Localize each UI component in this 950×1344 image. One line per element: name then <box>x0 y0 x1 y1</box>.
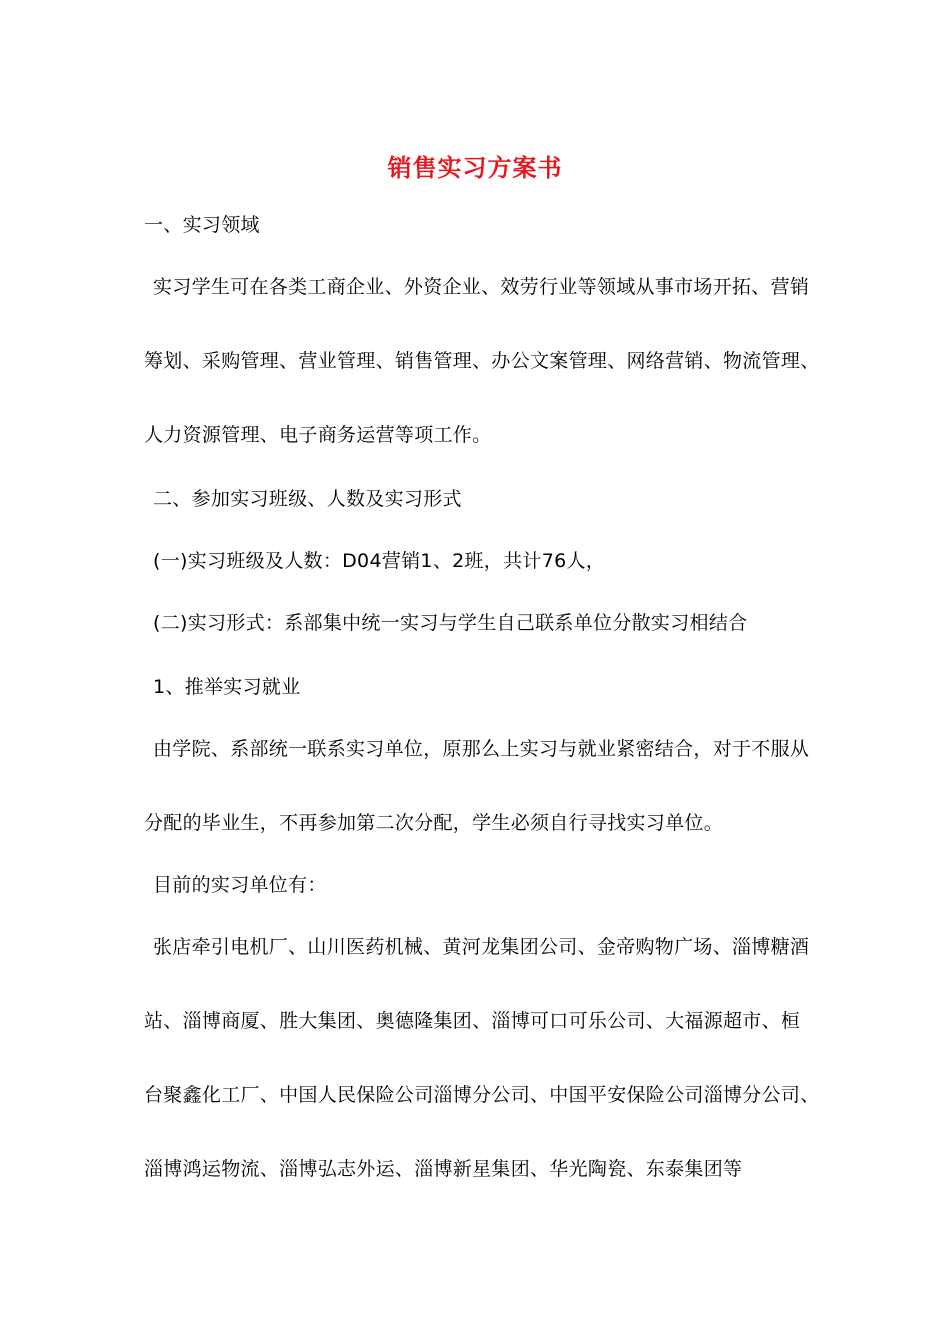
paragraph-line: 淄博鸿运物流、淄博弘志外运、淄博新星集团、华光陶瓷、东泰集团等 <box>144 1158 743 1180</box>
item-heading-1: 1、推举实习就业 <box>153 676 301 698</box>
paragraph-line: 人力资源管理、电子商务运营等项工作。 <box>144 424 492 446</box>
paragraph-line: 实习学生可在各类工商企业、外资企业、效劳行业等领域从事市场开拓、营销 <box>153 276 810 298</box>
paragraph-line: 分配的毕业生，不再参加第二次分配，学生必须自行寻找实习单位。 <box>144 812 724 834</box>
section-heading-2: 二、参加实习班级、人数及实习形式 <box>153 488 462 510</box>
subsection-class-count: (一)实习班级及人数：D04营销1、2班，共计76人， <box>153 550 606 572</box>
subsection-form: (二)实习形式：系部集中统一实习与学生自己联系单位分散实习相结合 <box>153 612 748 634</box>
paragraph-line: 张店牵引电机厂、山川医药机械、黄河龙集团公司、金帝购物广场、淄博糖酒 <box>153 936 810 958</box>
paragraph-line: 台聚鑫化工厂、中国人民保险公司淄博分公司、中国平安保险公司淄博分公司、 <box>144 1084 820 1106</box>
paragraph-line: 目前的实习单位有： <box>153 874 327 896</box>
document-title: 销售实习方案书 <box>387 153 563 182</box>
paragraph-line: 站、淄博商厦、胜大集团、奥德隆集团、淄博可口可乐公司、大福源超市、桓 <box>144 1010 801 1032</box>
paragraph-line: 筹划、采购管理、营业管理、销售管理、办公文案管理、网络营销、物流管理、 <box>144 350 820 372</box>
section-heading-1: 一、实习领域 <box>144 214 260 236</box>
paragraph-line: 由学院、系部统一联系实习单位，原那么上实习与就业紧密结合，对于不服从 <box>153 738 810 760</box>
